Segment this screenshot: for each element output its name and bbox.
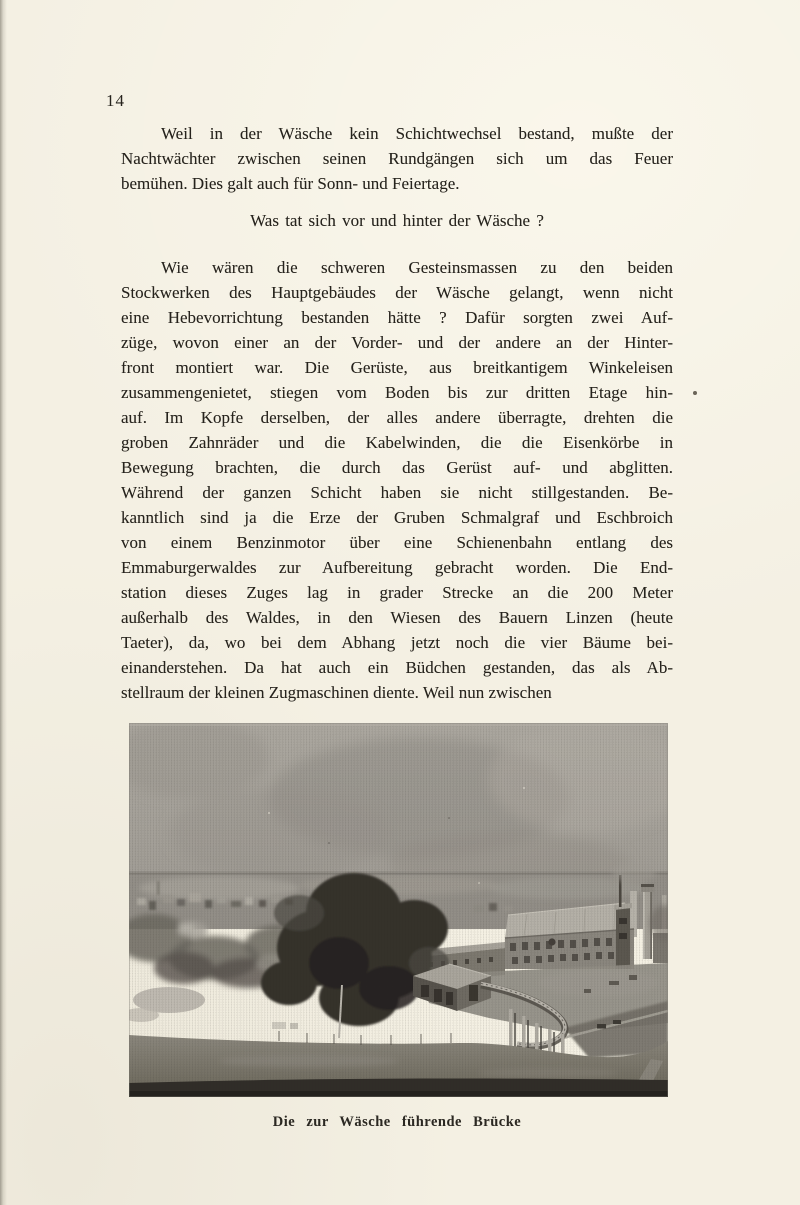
paragraph-1 — [121, 121, 673, 196]
bw-landscape-photo — [129, 723, 668, 1097]
paragraph-2 — [121, 255, 673, 705]
section-heading: Was tat sich vor und hinter der Wäsche ? — [250, 211, 544, 230]
page-number: 14 — [106, 91, 125, 110]
text-line: auf. Im Kopfe derselben, der alles andere überragte, drehten die — [121, 408, 673, 427]
text-line: außerhalb des Waldes, in den Wiesen des Bauern Linzen (heute — [121, 608, 673, 627]
text-line: Wie wären die schweren Gesteinsmassen zu den beiden — [161, 258, 673, 277]
text-line: eine Hebevorrichtung bestanden hätte ? Dafür sorgten zwei Auf- — [121, 308, 673, 327]
text-line: stellraum der kleinen Zugmaschinen diente. Weil nun zwischen — [121, 683, 552, 702]
text-line: Bewegung brachten, die durch das Gerüst auf- und abglitten. — [121, 458, 673, 477]
text-line: kanntlich sind ja die Erze der Gruben Schmalgraf und Eschbroich — [121, 508, 673, 527]
text-line: von einem Benzinmotor über eine Schienenbahn entlang des — [121, 533, 673, 552]
text-line: Weil in der Wäsche kein Schichtwechsel bestand, mußte der — [161, 124, 673, 143]
text-line: züge, wovon einer an der Vorder- und der andere an der Hinter- — [121, 333, 673, 352]
text-line: bemühen. Dies galt auch für Sonn- und Feiertage. — [121, 174, 460, 193]
text-line: einanderstehen. Da hat auch ein Büdchen gestanden, das als Ab- — [121, 658, 673, 677]
text-line: Taeter), da, wo bei dem Abhang jetzt noch die vier Bäume bei- — [121, 633, 673, 652]
text-line: zusammengenietet, stiegen vom Boden bis zur dritten Etage hin- — [121, 383, 673, 402]
text-line: Stockwerken des Hauptgebäudes der Wäsche gelangt, wenn nicht — [121, 283, 673, 302]
text-line: groben Zahnräder und die Kabelwinden, die die Eisenkörbe in — [121, 433, 673, 452]
text-line: Während der ganzen Schicht haben sie nicht stillgestanden. Be- — [121, 483, 673, 502]
photo-figure — [129, 723, 668, 1097]
text-line: front montiert war. Die Gerüste, aus breitkantigem Winkeleisen — [121, 358, 673, 377]
ink-speck — [693, 391, 697, 395]
photo-caption: Die zur Wäsche führende Brücke — [272, 1114, 522, 1130]
text-line: station dieses Zuges lag in grader Strecke an die 200 Meter — [121, 583, 673, 602]
film-grain — [129, 723, 668, 1097]
text-line: Emmaburgerwaldes zur Aufbereitung gebracht worden. Die End- — [121, 558, 673, 577]
text-line: Nachtwächter zwischen seinen Rundgängen sich um das Feuer — [121, 149, 673, 168]
page-gutter-shadow — [0, 0, 7, 1205]
